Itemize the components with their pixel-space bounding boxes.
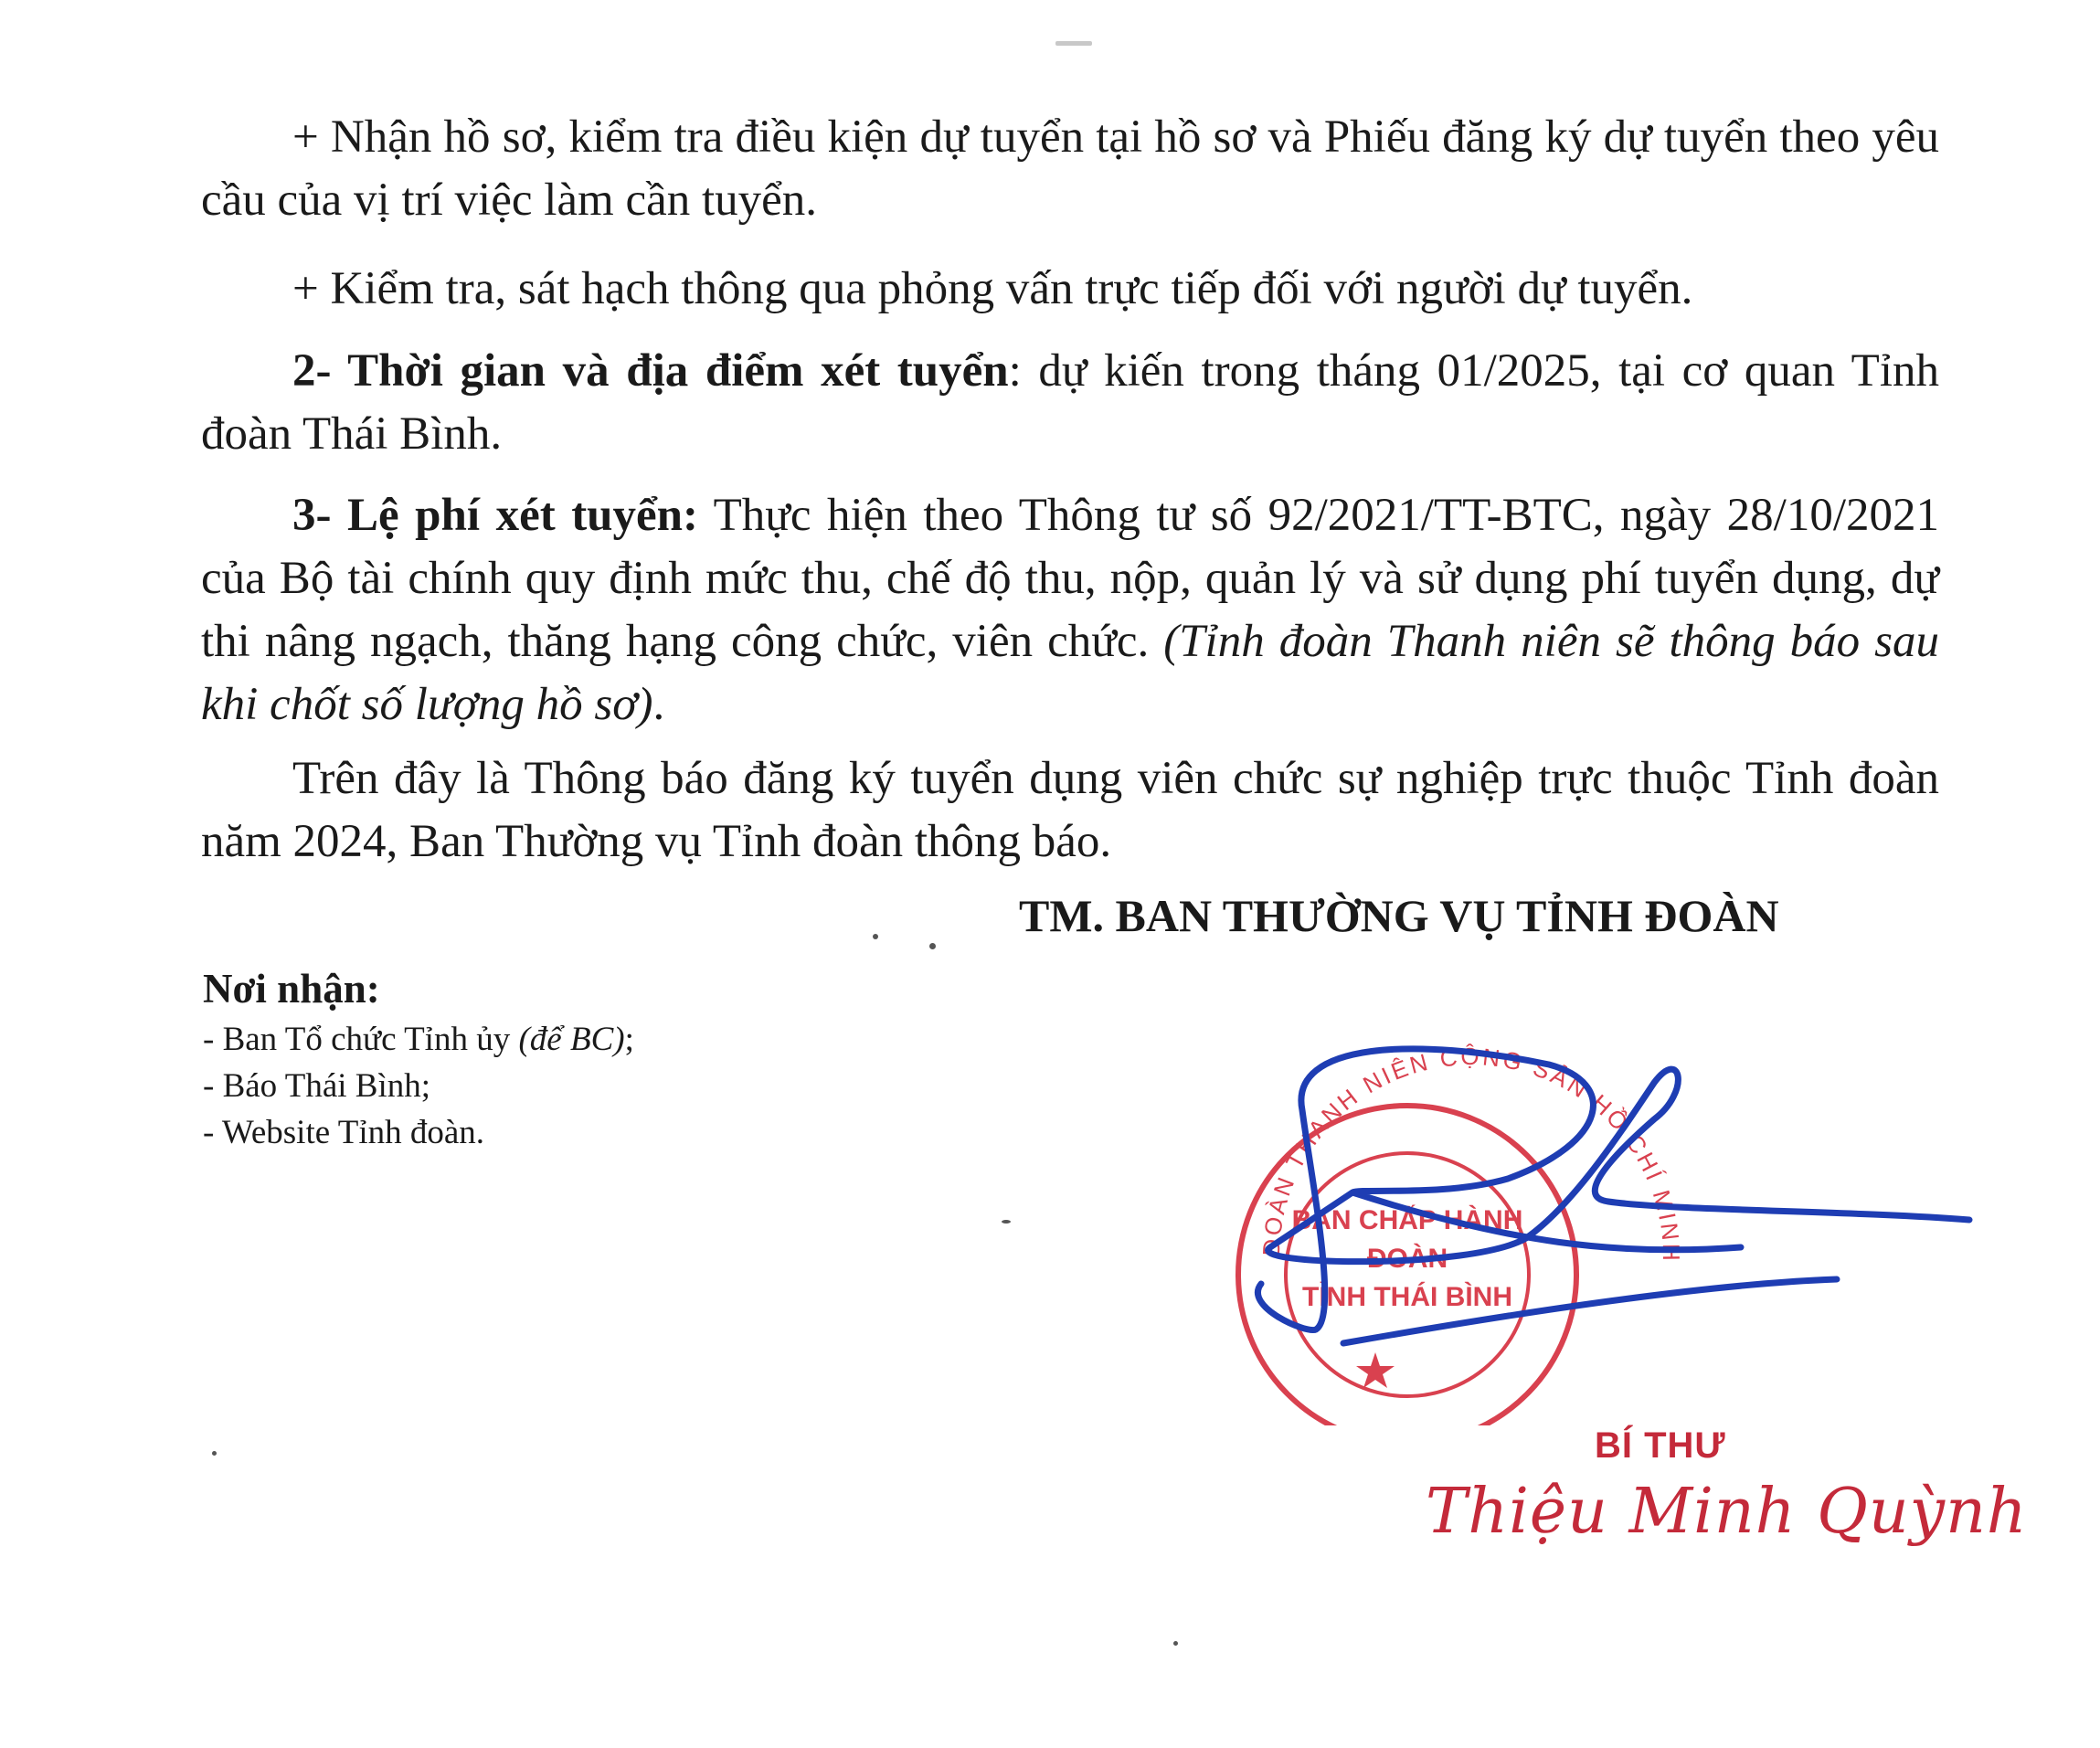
scan-artifact xyxy=(929,943,936,949)
fee-heading: 3- Lệ phí xét tuyển: xyxy=(292,490,699,541)
stamp-line-1: BAN CHẤP HÀNH xyxy=(1291,1205,1523,1235)
official-stamp xyxy=(1238,1043,1685,1425)
recipients-title: Nơi nhận: xyxy=(203,966,380,1012)
stamp-line-3: TỈNH THÁI BÌNH xyxy=(1302,1282,1512,1312)
scan-artifact xyxy=(1055,41,1092,46)
paragraph-time-location xyxy=(201,340,1939,466)
stamp-and-signature xyxy=(1142,1042,2010,1425)
signature-authority-title: TM. BAN THƯỜNG VỤ TỈNH ĐOÀN xyxy=(1019,890,1779,941)
recipient-note: (để BC) xyxy=(518,1021,625,1058)
stamp-line-2: ĐOÀN xyxy=(1366,1244,1448,1274)
recipient-text: - Ban Tổ chức Tỉnh ủy xyxy=(203,1021,519,1058)
scan-artifact xyxy=(212,1451,217,1456)
scan-artifact xyxy=(1173,1641,1178,1646)
time-location-heading: 2- Thời gian và địa điểm xét tuyển xyxy=(292,345,1009,397)
scan-artifact xyxy=(873,934,878,939)
recipient-item: - Báo Thái Bình; xyxy=(203,1067,431,1105)
signer-title: BÍ THƯ xyxy=(1595,1425,1726,1466)
stamp-star-icon xyxy=(1356,1352,1395,1388)
recipient-end: ; xyxy=(624,1021,634,1058)
paragraph-interview-check: + Kiểm tra, sát hạch thông qua phỏng vấn trực tiếp đối với người dự tuyển. xyxy=(292,263,1693,314)
fee-end: . xyxy=(652,679,665,730)
fee-note: (Tỉnh đoàn Thanh niên sẽ thông báo sau khi chốt số lượng hồ sơ) xyxy=(201,616,1939,730)
recipients-block xyxy=(203,961,634,1156)
fee-text: Thực hiện theo Thông tư số 92/2021/TT-BTC, ngày 28/10/2021 của Bộ tài chính quy định mức thu, chế độ thu, nộp, quản lý và sử dụng phí tuyển dụng, dự thi nâng ngạch, thăng hạng công chức, viên chức. xyxy=(201,490,1939,667)
signer-name: Thiệu Minh Quỳnh xyxy=(1426,1476,2028,1548)
recipient-item xyxy=(203,1016,634,1063)
paragraph-receive-documents: + Nhận hồ sơ, kiểm tra điều kiện dự tuyển tại hồ sơ và Phiếu đăng ký dự tuyển theo yêu cầu của vị trí việc làm cần tuyển. xyxy=(201,111,1939,226)
recipient-item: - Website Tỉnh đoàn. xyxy=(203,1114,485,1151)
time-location-text: : dự kiến trong tháng 01/2025, tại cơ quan Tỉnh đoàn Thái Bình. xyxy=(201,345,1939,460)
paragraph-closing: Trên đây là Thông báo đăng ký tuyển dụng viên chức sự nghiệp trực thuộc Tỉnh đoàn năm 2024, Ban Thường vụ Tỉnh đoàn thông báo. xyxy=(201,753,1939,867)
stamp-outer-text: ĐOÀN THANH NIÊN CỘNG SẢN HỒ CHÍ MINH xyxy=(1257,1043,1686,1265)
scan-artifact xyxy=(1002,1220,1011,1224)
paragraph-fee xyxy=(201,484,1939,736)
